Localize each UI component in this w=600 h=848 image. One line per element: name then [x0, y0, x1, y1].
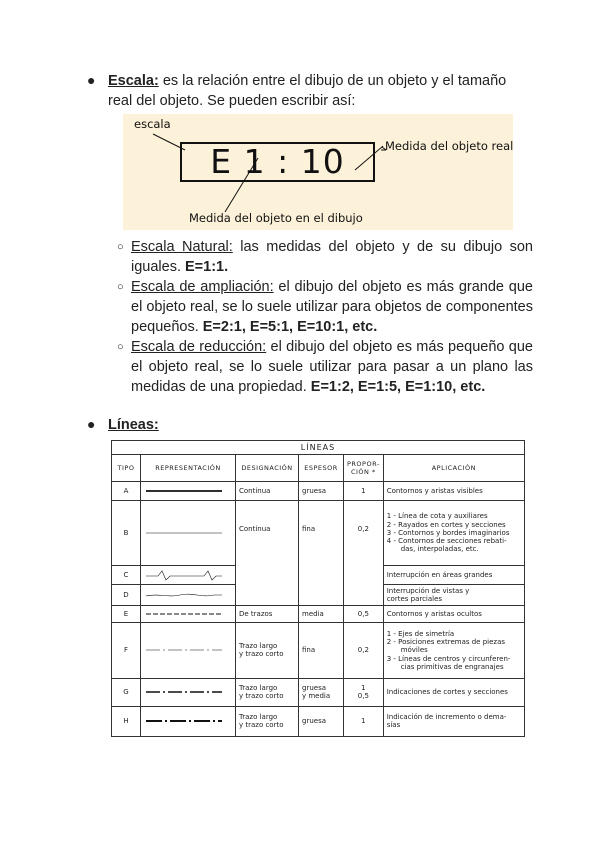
table-title: LÍNEAS: [112, 441, 525, 455]
aplicacion-line: cortes parciales: [386, 594, 443, 603]
scale-expression: E 1 : 10: [180, 142, 375, 182]
line-sample-thin: [144, 530, 224, 536]
sub-example: E=2:1, E=5:1, E=10:1, etc.: [202, 319, 378, 335]
cell-tipo: E: [112, 605, 141, 622]
cell-aplicacion: [383, 706, 524, 736]
cell-designacion: [236, 706, 299, 736]
cell-aplicacion: [383, 501, 524, 565]
table-row: [112, 623, 525, 679]
line-sample-zigzag: [144, 568, 224, 582]
aplicacion-line: 1 - Ejes de simetría: [386, 629, 455, 638]
table-row: [112, 605, 525, 622]
cell-tipo: D: [112, 585, 141, 606]
aplicacion-line: Indicación de incremento o dema-: [386, 713, 507, 722]
cell-espesor: media: [299, 605, 344, 622]
cell-representacion: [141, 501, 236, 565]
cell-proporcion: 1: [344, 706, 384, 736]
label-escala: escala: [134, 117, 171, 131]
cell-espesor: gruesa: [299, 481, 344, 500]
cell-representacion: [141, 605, 236, 622]
designacion-line: y trazo corto: [239, 650, 284, 659]
label-medida-real: Medida del objeto real: [385, 139, 514, 153]
aplicacion-line: 2 - Rayados en cortes y secciones: [386, 520, 506, 529]
table-row: [112, 501, 525, 565]
designacion-line: Trazo largo: [239, 713, 278, 722]
table-row: [112, 706, 525, 736]
proporcion-line: 0,5: [357, 692, 369, 701]
sub-text: el dibujo del objeto es más pequeño que el objeto real, se lo suele utilizar para pasar a un plano las medidas de una propiedad.: [131, 339, 533, 395]
aplicacion-line: 3 - Líneas de centros y circunferen-: [386, 654, 511, 663]
espesor-line: y media: [302, 692, 331, 701]
cell-tipo: H: [112, 706, 141, 736]
cell-representacion: [141, 623, 236, 679]
circle-bullet: ○: [117, 281, 124, 293]
col-proporcion: PROPOR- CIÓN *: [344, 454, 384, 481]
cell-designacion: De trazos: [236, 605, 299, 622]
line-sample-dashed: [144, 611, 224, 617]
cell-proporcion: 1: [344, 481, 384, 500]
sub-term: Escala de ampliación:: [131, 279, 274, 295]
sub-item-reduccion: [117, 337, 533, 397]
cell-tipo: G: [112, 678, 141, 706]
cell-aplicacion: [383, 585, 524, 606]
label-medida-dibujo: Medida del objeto en el dibujo: [189, 211, 363, 225]
cell-representacion: [141, 481, 236, 500]
cell-proporcion: 0,5: [344, 605, 384, 622]
proporcion-line: 1: [361, 684, 366, 693]
table-row: [112, 481, 525, 500]
scale-figure: [123, 114, 513, 230]
table-row: [112, 678, 525, 706]
designacion-line: Trazo largo: [239, 642, 278, 651]
designacion-line: y trazo corto: [239, 721, 284, 730]
cell-representacion: [141, 565, 236, 584]
circle-bullet: ○: [117, 241, 124, 253]
cell-espesor: gruesa: [299, 706, 344, 736]
sub-term: Escala de reducción:: [131, 339, 267, 355]
cell-aplicacion: Interrupción en áreas grandes: [383, 565, 524, 584]
cell-representacion: [141, 678, 236, 706]
col-espesor: ESPESOR: [299, 454, 344, 481]
cell-representacion: [141, 585, 236, 606]
circle-bullet: ○: [117, 341, 124, 353]
lineas-term: Líneas:: [108, 417, 159, 433]
cell-tipo: F: [112, 623, 141, 679]
line-sample-dash-dot-thick: [144, 689, 224, 695]
cell-designacion: Continua: [236, 501, 299, 606]
cell-proporcion: 0,2: [344, 501, 384, 606]
col-aplicacion: APLICACIÓN: [383, 454, 524, 481]
aplicacion-line: 3 - Contornos y bordes imaginarios: [386, 528, 510, 537]
cell-representacion: [141, 706, 236, 736]
lineas-table: [111, 440, 525, 737]
cell-espesor: fina: [299, 623, 344, 679]
aplicacion-line: sías: [386, 721, 401, 730]
aplicacion-line: móviles: [400, 646, 428, 655]
aplicacion-line: cias primitivas de engranajes: [400, 662, 504, 671]
col-tipo: TIPO: [112, 454, 141, 481]
cell-tipo: B: [112, 501, 141, 565]
lineas-heading: [108, 415, 159, 435]
sub-text: las medidas del objeto y de su dibujo son iguales.: [131, 239, 533, 275]
sub-item-ampliacion: [117, 277, 533, 337]
cell-designacion: Continua: [236, 481, 299, 500]
aplicacion-line: 4 - Contornos de secciones rebati-: [386, 537, 507, 546]
bullet-dot: ●: [87, 416, 96, 432]
sub-item-natural: [117, 237, 533, 277]
designacion-line: y trazo corto: [239, 692, 284, 701]
escala-text: es la relación entre el dibujo de un objeto y el tamaño real del objeto. Se pueden escribir así:: [108, 73, 507, 109]
bullet-dot: ●: [87, 72, 96, 88]
designacion-line: Trazo largo: [239, 684, 278, 693]
col-designacion: DESIGNACIÓN: [236, 454, 299, 481]
cell-aplicacion: Indicaciones de cortes y secciones: [383, 678, 524, 706]
cell-tipo: A: [112, 481, 141, 500]
sub-example: E=1:2, E=1:5, E=1:10, etc.: [310, 379, 486, 395]
cell-aplicacion: [383, 623, 524, 679]
sub-text: el dibujo del objeto es más grande que el objeto real, se lo suele utilizar para objetos de componentes pequeños.: [131, 279, 533, 335]
line-sample-thick: [144, 488, 224, 494]
cell-espesor: [299, 678, 344, 706]
escala-paragraph: [108, 71, 528, 111]
cell-proporcion: [344, 678, 384, 706]
cell-aplicacion: Contornos y aristas visibles: [383, 481, 524, 500]
table-header-row: [112, 454, 525, 481]
sub-term: Escala Natural:: [131, 239, 233, 255]
cell-espesor: fina: [299, 501, 344, 606]
cell-tipo: C: [112, 565, 141, 584]
escala-term: Escala:: [108, 73, 159, 89]
line-sample-freehand: [144, 590, 224, 600]
cell-designacion: [236, 678, 299, 706]
aplicacion-line: 1 - Línea de cota y auxiliares: [386, 512, 488, 521]
col-representacion: REPRESENTACIÓN: [141, 454, 236, 481]
line-sample-dash-dot-heavy: [144, 718, 224, 724]
lineas-table-wrap: [111, 440, 525, 737]
line-sample-dash-dot-thin: [144, 647, 224, 653]
aplicacion-line: Interrupción de vistas y: [386, 586, 470, 595]
cell-aplicacion: Contornos y aristas ocultos: [383, 605, 524, 622]
sub-example: E=1:1.: [185, 259, 229, 275]
cell-designacion: [236, 623, 299, 679]
espesor-line: gruesa: [302, 684, 327, 693]
aplicacion-line: 2 - Posiciones extremas de piezas: [386, 638, 506, 647]
cell-proporcion: 0,2: [344, 623, 384, 679]
aplicacion-line: das, interpoladas, etc.: [400, 545, 479, 554]
